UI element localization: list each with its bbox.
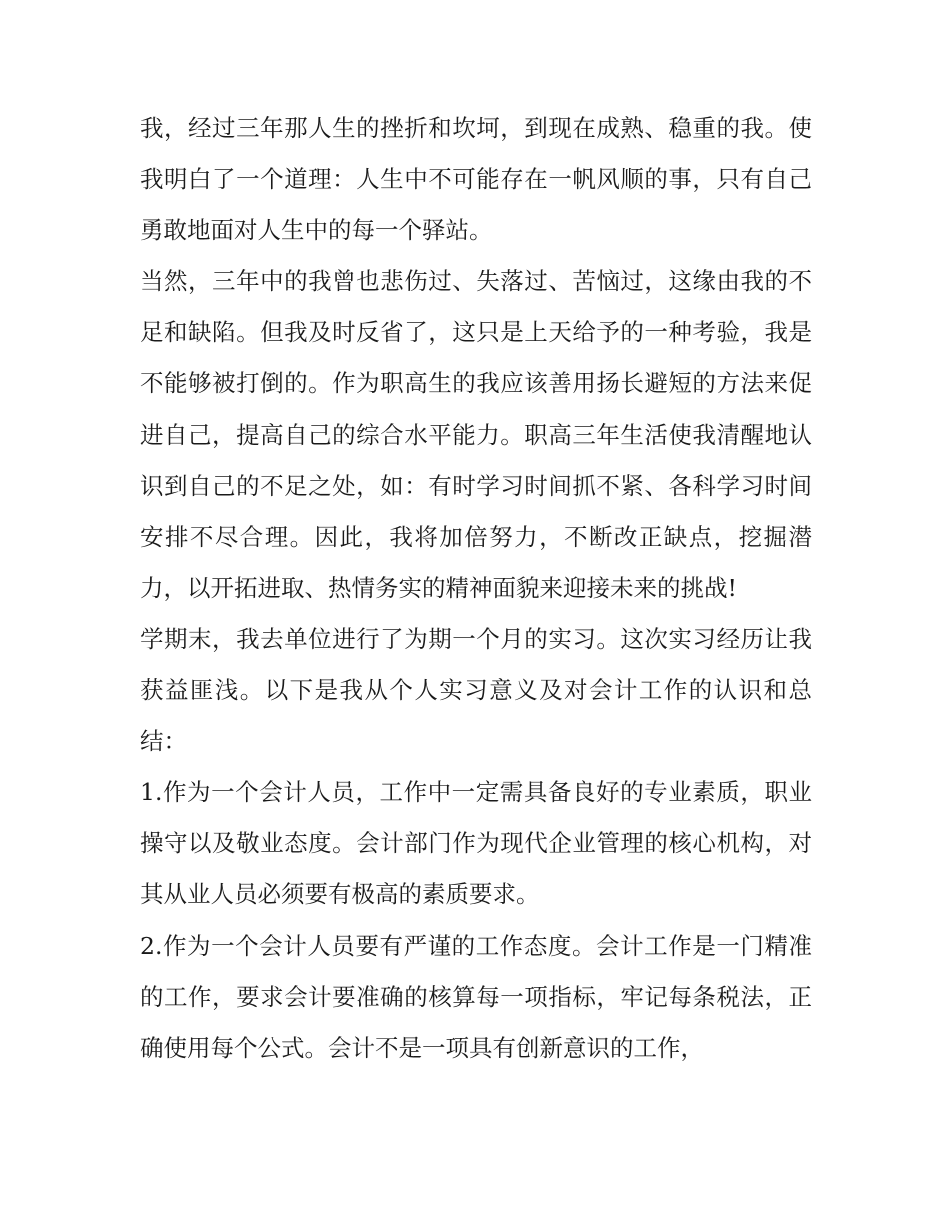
- document-page: [140, 103, 812, 1074]
- paragraph-reflection: 当然，三年中的我曾也悲伤过、失落过、苦恼过，这缘由我的不足和缺陷。但我及时反省了，这只是上天给予的一种考验，我是不能够被打倒的。作为职高生的我应该善用扬长避短的方法来促进自己，提高自己的综合水平能力。职高三年生活使我清醒地认识到自己的不足之处，如：有时学习时间抓不紧、各科学习时间安排不尽合理。因此，我将加倍努力，不断改正缺点，挖掘潜力，以开拓进取、热情务实的精神面貌来迎接未来的挑战!: [140, 267, 812, 602]
- paragraph-maturity: 我，经过三年那人生的挫折和坎坷，到现在成熟、稳重的我。使我明白了一个道理：人生中不可能存在一帆风顺的事，只有自己勇敢地面对人生中的每一个驿站。: [140, 114, 812, 245]
- paragraph-point-2: 2.作为一个会计人员要有严谨的工作态度。会计工作是一门精准的工作，要求会计要准确的核算每一项指标，牢记每条税法，正确使用每个公式。会计不是一项具有创新意识的工作，: [140, 931, 812, 1062]
- paragraph-point-1: 1.作为一个会计人员，工作中一定需具备良好的专业素质，职业操守以及敬业态度。会计部门作为现代企业管理的核心机构，对其从业人员必须要有极高的素质要求。: [140, 778, 812, 909]
- paragraph-internship: 学期末，我去单位进行了为期一个月的实习。这次实习经历让我获益匪浅。以下是我从个人实习意义及对会计工作的认识和总结：: [140, 624, 812, 756]
